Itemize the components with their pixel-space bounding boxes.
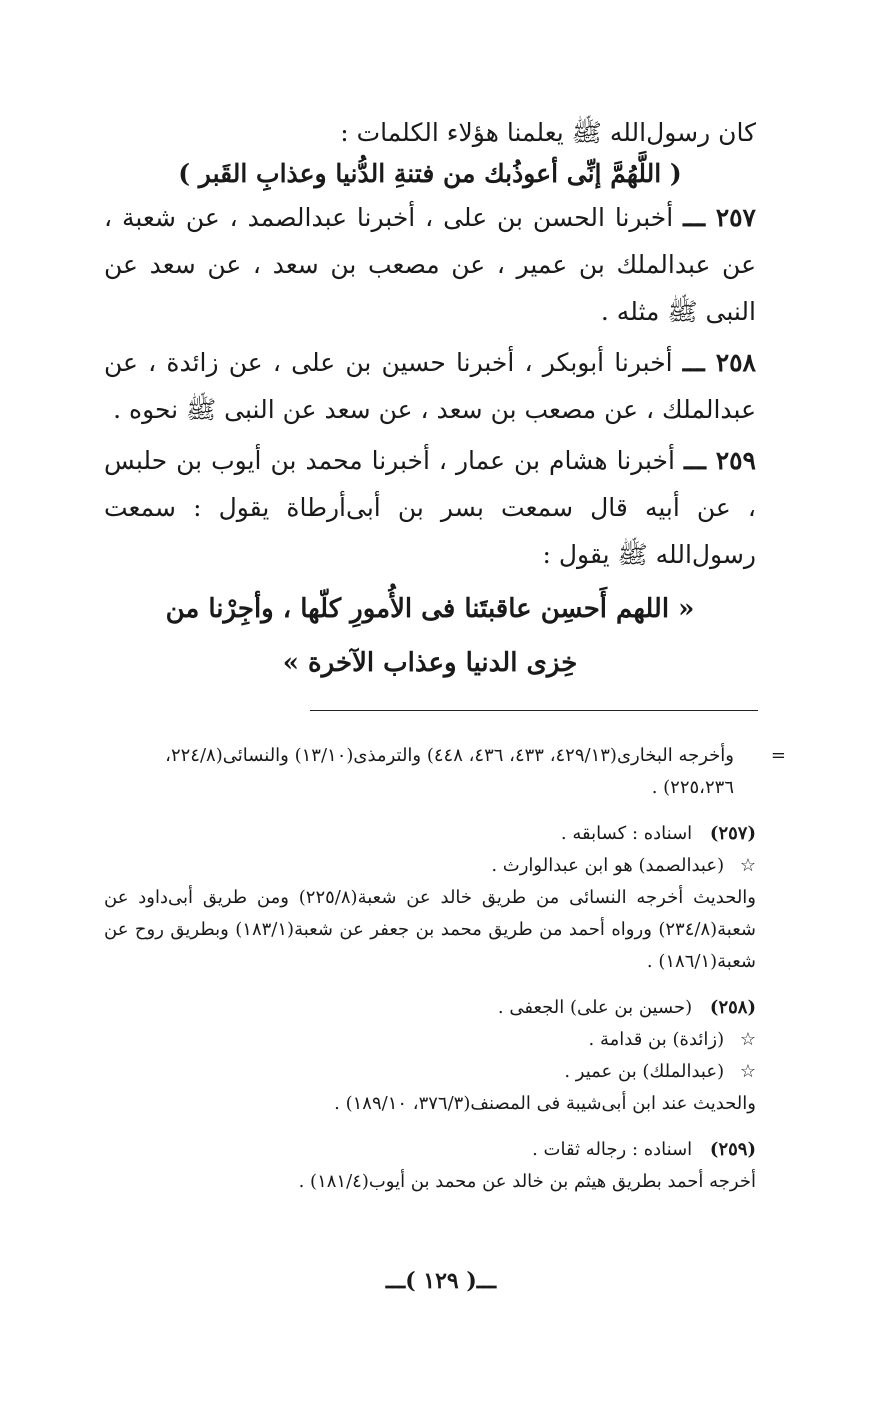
note-continued — [104, 740, 756, 804]
note-star-line — [104, 1024, 756, 1056]
note-heading — [104, 818, 756, 850]
dua-protection: ( اللَّهُمَّ إنِّى أعوذُبك من فتنةِ الدُّنيا وعذابِ القَبر ) — [178, 159, 682, 188]
hadith-text: أخبرنا هشام بن عمار ، أخبرنا محمد بن أيوب بن حلبس ، عن أبيه قال سمعت بسر بن أبى‌أرطاة يقول : سمعت رسول‌الله ﷺ يقول : — [104, 446, 756, 569]
note-258 — [104, 992, 756, 1120]
dua-line-1: « اللهم أَحسِن عاقبتَنا فى الأُمورِ كلّها ، وأجِرْنا من — [165, 594, 695, 624]
dua-good-outcome — [104, 582, 756, 690]
hadith-text: أخبرنا الحسن بن على ، أخبرنا عبدالصمد ، عن شعبة ، عن عبدالملك بن عمير ، عن مصعب بن سعد ، عن سعد عن النبى ﷺ مثله . — [104, 203, 756, 326]
note-line: وأخرجه البخارى(٤٢٩/١٣، ٤٣٣، ٤٣٦، ٤٤٨) والترمذى(١٣/١٠) والنسائى(٢٢٤/٨، — [165, 745, 734, 766]
note-body: والحديث أخرجه النسائى من طريق خالد عن شعبة(٢٢٥/٨) ومن طريق أبى‌داود عن شعبة(٢٣٤/٨) ورواه أحمد من طريق محمد بن جعفر عن شعبة(١٨٣/١) وبطريق روح عن شعبة(١٨٦/١) . — [104, 887, 756, 972]
note-text: اسناده : كسابقه . — [560, 823, 693, 844]
footnote-divider — [310, 710, 758, 711]
note-text: (حسين بن على) الجعفى . — [497, 997, 693, 1018]
page-number: ـــ( ١٢٩ )ـــ — [385, 1268, 497, 1294]
hadith-258 — [104, 339, 756, 433]
hadith-text: أخبرنا أبوبكر ، أخبرنا حسين بن على ، عن زائدة ، عن عبدالملك ، عن مصعب بن سعد ، عن سعد عن النبى ﷺ نحوه . — [104, 348, 756, 424]
note-number: (٢٥٨) — [709, 997, 756, 1018]
note-number: (٢٥٩) — [709, 1139, 756, 1160]
hadith-number: ٢٥٩ ـــ — [683, 446, 756, 475]
note-body: أخرجه أحمد بطريق هيثم بن خالد عن محمد بن أيوب(١٨١/٤) . — [298, 1171, 756, 1192]
note-text: (زائدة) بن قدامة . — [588, 1029, 725, 1050]
intro-line: كان رسول‌الله ﷺ يعلمنا هؤلاء الكلمات : — [340, 118, 756, 147]
note-line: ٢٢٥،٢٣٦) . — [651, 777, 734, 798]
note-body: والحديث عند ابن أبى‌شيبة فى المصنف(٣٧٦/٣، ١٨٩/١٠) . — [334, 1093, 756, 1114]
continuation-sign: = — [770, 745, 786, 766]
star-icon: ☆ — [739, 1061, 756, 1082]
note-number: (٢٥٧) — [709, 823, 756, 844]
star-icon: ☆ — [739, 855, 756, 876]
hadith-number: ٢٥٨ ـــ — [682, 348, 756, 377]
hadith-number: ٢٥٧ ـــ — [683, 203, 756, 232]
note-star-line — [104, 850, 756, 882]
note-text: (عبدالملك) بن عمير . — [564, 1061, 725, 1082]
star-icon: ☆ — [739, 1029, 756, 1050]
note-text: (عبدالصمد) هو ابن عبدالوارث . — [491, 855, 725, 876]
main-text — [104, 112, 756, 690]
hadith-259 — [104, 437, 756, 578]
note-star-line — [104, 1056, 756, 1088]
hadith-257 — [104, 194, 756, 335]
note-heading — [104, 992, 756, 1024]
dua-line-2: خِزى الدنيا وعذاب الآخرة » — [282, 648, 578, 678]
note-257 — [104, 818, 756, 978]
note-heading — [104, 1134, 756, 1166]
note-259 — [104, 1134, 756, 1198]
note-text: اسناده : رجاله ثقات . — [532, 1139, 693, 1160]
footnotes — [104, 740, 756, 1212]
